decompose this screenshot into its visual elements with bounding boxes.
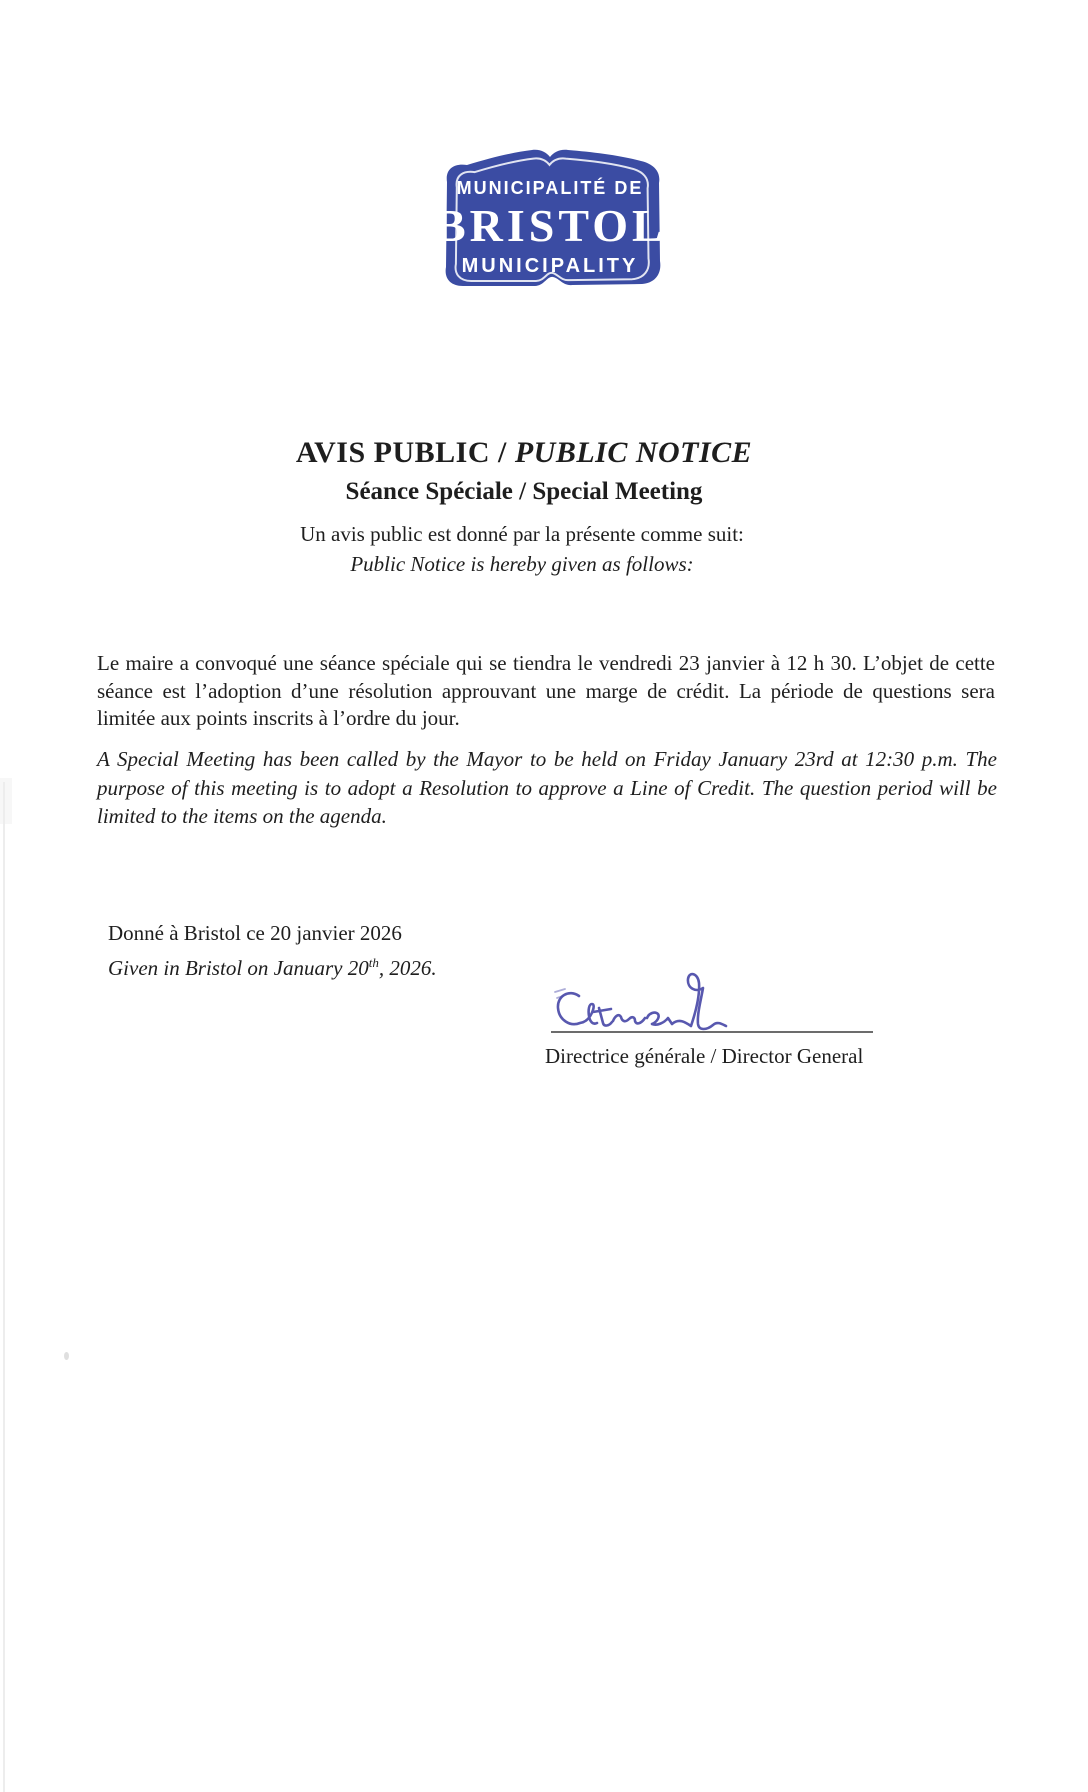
scan-speck [64, 1352, 69, 1360]
municipal-logo [435, 146, 665, 292]
title-french: AVIS PUBLIC [295, 436, 490, 469]
signature-ink [558, 974, 726, 1029]
dateline-french: Donné à Bristol ce 20 janvier 2026 [108, 921, 402, 945]
logo-line-bristol: BRISTOL [435, 200, 667, 251]
notice-title [0, 436, 1048, 470]
signatory-title: Directrice générale / Director General [545, 1044, 864, 1068]
title-english: PUBLIC NOTICE [514, 436, 753, 469]
dateline-english-suffix: , 2026. [378, 956, 437, 980]
intro-english: Public Notice is hereby given as follows: [350, 552, 694, 576]
scan-smudge [0, 778, 12, 824]
paragraph-english: A Special Meeting has been called by the Mayor to be held on Friday January 23rd at 12:30 p.m. The purpose of this meeting is to adopt a Resolution to approve a Line of Credit. The question period will be limited to the items on the agenda. [97, 747, 997, 828]
logo-line-municipality: MUNICIPALITY [461, 255, 639, 277]
paragraph-french: Le maire a convoqué une séance spéciale qui se tiendra le vendredi 23 janvier à 12 h 30. L’objet de cette séance est l’adoption d’une résolution approuvant une marge de crédit. La période de questions sera limitée aux points inscrits à l’ordre du jour. [97, 651, 995, 730]
dateline-block [108, 918, 437, 983]
title-separator: / [489, 436, 515, 469]
meeting-subtitle: Séance Spéciale / Special Meeting [345, 478, 703, 505]
logo-line-municipalite: MUNICIPALITÉ DE [456, 178, 644, 198]
scan-edge-line [3, 782, 5, 1792]
intro-french: Un avis public est donné par la présente comme suit: [300, 522, 744, 546]
heading-block [0, 436, 1048, 506]
dateline-english [108, 948, 437, 983]
dateline-english-prefix: Given in Bristol on January 20 [108, 956, 369, 980]
intro-block [0, 519, 1044, 579]
signature-graphic [545, 966, 879, 1038]
dateline-english-ordinal: th [368, 955, 379, 970]
signature-area [545, 966, 879, 1069]
